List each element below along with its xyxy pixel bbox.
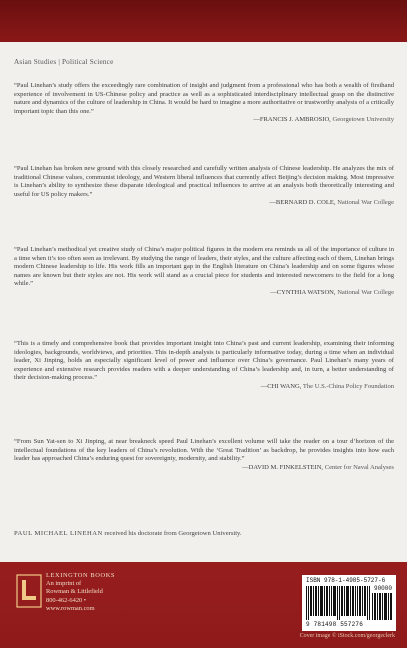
price-code: 90000 — [373, 585, 392, 592]
lexington-books-logo-icon — [16, 574, 42, 608]
isbn-barcode — [302, 575, 396, 631]
blurb-name: —BERNARD D. COLE, — [269, 199, 336, 207]
author-bio-text: received his doctorate from Georgetown University. — [104, 530, 242, 537]
publisher-parent: Rowman & Littlefield — [46, 588, 103, 596]
blurb-1 — [14, 82, 394, 125]
blurb-affiliation: Center for Naval Analyses — [324, 463, 394, 471]
category-label: Asian Studies | Political Science — [14, 58, 114, 66]
blurb-quote: “From Sun Yat-sen to Xi Jinping, at near breakneck speed Paul Linehan’s excellent volume will take the reader on a tour d’horizon of the intellectual foundations of the key leaders of China’s revolution. With the ‘Great Tradition’ as backdrop, he provides insights into how each leader has approached China’s enduring quest for sovereignty, modernity, and stability.” — [14, 438, 394, 463]
blurb-attribution — [14, 383, 394, 392]
price-barcode-bars — [372, 593, 392, 620]
blurb-3 — [14, 246, 394, 298]
publisher-contact: 800-462-6420 • www.rowman.com — [46, 596, 95, 612]
blurb-name: —CHI WANG, — [260, 382, 302, 390]
blurb-attribution — [14, 289, 394, 298]
blurb-name: —CYNTHIA WATSON, — [270, 288, 336, 296]
blurb-attribution — [14, 464, 394, 473]
isbn-number: ISBN 978-1-4985-5727-6 — [306, 577, 386, 584]
blurb-2 — [14, 165, 394, 208]
blurb-attribution — [14, 199, 394, 208]
publisher-block — [16, 572, 136, 616]
cover-image-credit: Cover image © iStock.com/georgeclerk — [299, 633, 395, 639]
blurb-affiliation: The U.S.-China Policy Foundation — [302, 382, 394, 390]
blurb-4 — [14, 340, 394, 392]
barcode-digits: 9 781498 557276 — [306, 621, 364, 628]
blurb-name: —DAVID M. FINKELSTEIN, — [242, 463, 324, 471]
publisher-text — [46, 572, 136, 613]
author-bio — [14, 530, 394, 537]
blurb-name: —FRANCIS J. AMBROSIO, — [253, 116, 331, 124]
top-red-band — [0, 0, 407, 42]
blurb-quote: “Paul Linehan’s study offers the exceedingly rare combination of insight and judgment from a professional who has both a wealth of firsthand experience of involvement in US-Chinese policy and practice as well as a sophisticated interdisciplinary intellectual grasp on the distinctive nature and dynamics of the culture of leadership in China. It would be hard to imagine a more authoritative or trustworthy analysis of a critically important topic than this one.” — [14, 82, 394, 115]
blurb-quote: “Paul Linehan has broken new ground with this closely researched and carefully written analysis of Chinese leadership. He analyzes the mix of traditional Chinese values, communist ideology, and Western liberal influences that currently affect Beijing’s decision making. Most impressive is Linehan’s ability to synthesize these disparate ideological and practical influences to arrive at an analysis both theoretically interesting and useful for US policy makers.” — [14, 165, 394, 198]
blurb-affiliation: National War College — [337, 288, 394, 296]
barcode-bars — [306, 586, 370, 620]
blurb-attribution — [14, 116, 394, 125]
blurb-quote: “This is a timely and comprehensive book that provides important insight into China’s past and current leadership, examining their informing ideologies, backgrounds, worldviews, and priorities. This in-depth analysis is particularly informative today, during a time when an individual leader, Xi Jinping, holds an especially significant level of power and influence over China’s governance. Paul Linehan’s many years of experience and extensive research provides readers with a deeper understanding of China’s leadership and, in turn, a better understanding of their decision-making process.” — [14, 340, 394, 382]
publisher-name: LEXINGTON BOOKS — [46, 572, 116, 579]
publisher-imprint: An imprint of — [46, 580, 82, 588]
blurb-5 — [14, 438, 394, 472]
blurb-affiliation: National War College — [337, 199, 394, 207]
author-name: PAUL MICHAEL LINEHAN — [14, 530, 103, 537]
blurb-affiliation: Georgetown University — [332, 116, 394, 124]
blurb-quote: “Paul Linehan’s methodical yet creative study of China’s major political figures in the modern era reminds us all of the importance of culture in a time when it’s too often seen as irrelevant. By studying the range of leaders, their styles, and the culture affecting each of them, Linehan brings modern Chinese leadership to life. His work fills an important gap in the English literature on China’s leadership and on some figures whose names are known but their styles are not. His work will stand as a crucial piece for students and interested newcomers to the field for a long while.” — [14, 246, 394, 288]
